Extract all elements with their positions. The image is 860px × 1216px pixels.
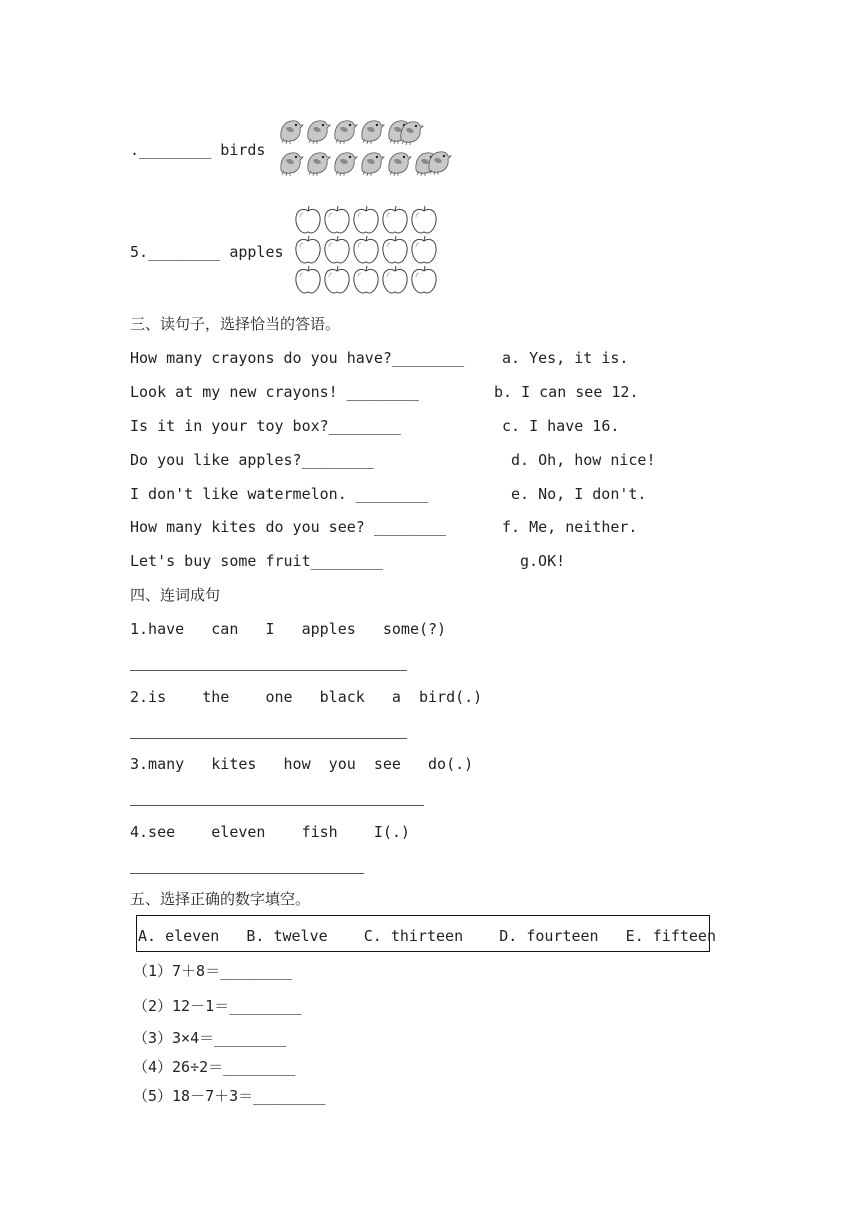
- answer-f: f. Me, neither.: [502, 518, 638, 536]
- question-2: Look at my new crayons! ________: [130, 383, 419, 401]
- section5-title: 五、选择正确的数字填空。: [130, 890, 311, 908]
- math-problem-5: （5）18－7＋3＝________: [133, 1087, 326, 1105]
- section3-title: 三、读句子，选择恰当的答语。: [130, 315, 341, 333]
- word-order-item-2: 2.is the one black a bird(.): [130, 688, 483, 706]
- apple-icon: [383, 236, 407, 263]
- bird-icon: [401, 122, 423, 145]
- math-problem-4: （4）26÷2＝________: [133, 1058, 296, 1076]
- birds-picture: [276, 116, 452, 182]
- answer-e: e. No, I don't.: [511, 485, 647, 503]
- apples-count-prompt: 5.________ apples: [130, 243, 284, 261]
- apple-icon: [383, 206, 407, 233]
- bird-icon: [308, 121, 330, 144]
- word-order-item-3: 3.many kites how you see do(.): [130, 755, 474, 773]
- question-1: How many crayons do you have?________: [130, 349, 465, 367]
- bird-icon: [308, 153, 330, 176]
- apple-icon: [412, 206, 436, 233]
- answer-line-2: [130, 738, 407, 739]
- answer-line-1: [130, 670, 407, 671]
- math-problem-1: （1）7＋8＝________: [133, 962, 293, 980]
- question-5: I don't like watermelon. ________: [130, 485, 429, 503]
- apple-icon: [296, 236, 320, 263]
- apple-icon: [383, 266, 407, 293]
- word-order-item-4: 4.see eleven fish I(.): [130, 823, 410, 841]
- apple-icon: [325, 266, 349, 293]
- bird-icon: [281, 153, 303, 176]
- word-order-item-1: 1.have can I apples some(?): [130, 620, 447, 638]
- apple-icon: [325, 236, 349, 263]
- question-6: How many kites do you see? ________: [130, 518, 447, 536]
- number-options: A. eleven B. twelve C. thirteen D. fourteen E. fifteen: [138, 927, 716, 945]
- math-problem-3: （3）3×4＝________: [133, 1029, 287, 1047]
- bird-icon: [362, 121, 384, 144]
- question-7: Let's buy some fruit________: [130, 552, 383, 570]
- birds-count-prompt: .________ birds: [130, 141, 266, 159]
- question-4: Do you like apples?________: [130, 451, 374, 469]
- apple-icon: [412, 266, 436, 293]
- apple-icon: [354, 206, 378, 233]
- apple-icon: [412, 236, 436, 263]
- question-3: Is it in your toy box?________: [130, 417, 401, 435]
- bird-icon: [429, 152, 451, 175]
- bird-icon: [281, 121, 303, 144]
- answer-a: a. Yes, it is.: [502, 349, 629, 367]
- answer-g: g.OK!: [520, 552, 566, 570]
- answer-d: d. Oh, how nice!: [511, 451, 656, 469]
- math-problem-2: （2）12－1＝________: [133, 997, 302, 1015]
- apples-picture: [294, 205, 444, 297]
- apple-icon: [325, 206, 349, 233]
- bird-icon: [389, 153, 411, 176]
- answer-line-4: [130, 873, 364, 874]
- bird-icon: [335, 121, 357, 144]
- bird-icon: [362, 153, 384, 176]
- answer-c: c. I have 16.: [502, 417, 620, 435]
- apple-icon: [354, 236, 378, 263]
- answer-b: b. I can see 12.: [494, 383, 639, 401]
- bird-icon: [335, 153, 357, 176]
- apple-icon: [354, 266, 378, 293]
- apple-icon: [296, 266, 320, 293]
- apple-icon: [296, 206, 320, 233]
- answer-line-3: [130, 805, 424, 806]
- section4-title: 四、连词成句: [130, 586, 221, 604]
